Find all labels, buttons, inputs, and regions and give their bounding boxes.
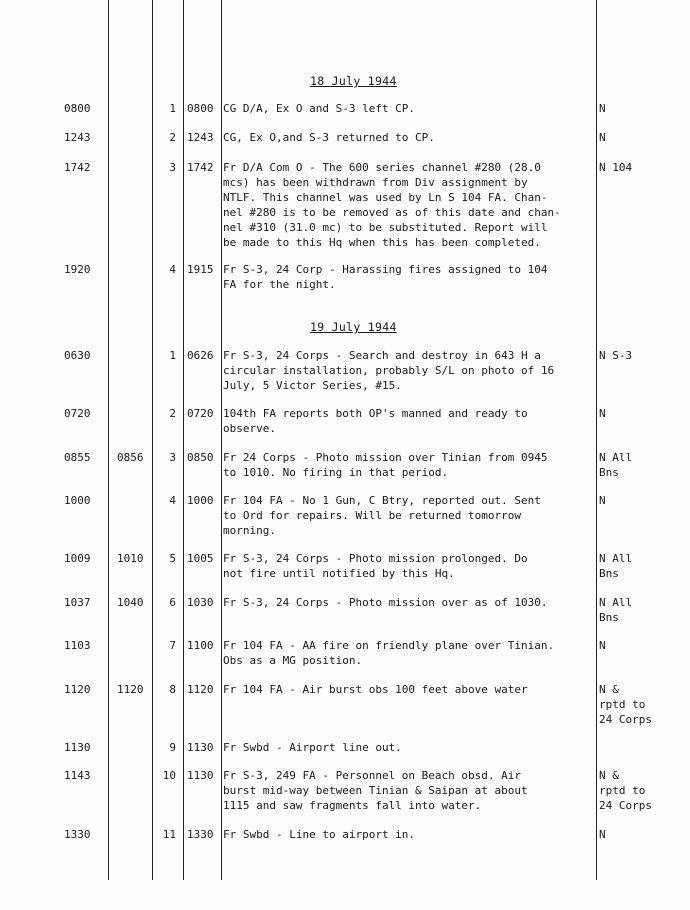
- message-text: Fr S-3, 24 Corps - Photo mission over as of 1030.: [223, 596, 548, 609]
- serial-number: 9: [169, 741, 176, 754]
- message-text: Fr Swbd - Airport line out.: [223, 741, 402, 754]
- serial-number: 3: [169, 451, 176, 464]
- message-text: Fr D/A Com O - The 600 series channel #280 (28.0 mcs) has been withdrawn from Div assignment by NTLF. This channel was used by Ln S 104 FA. Chan- nel #280 is to be removed as of this date and chan- nel #310 (31.0 mc) to be substituted. Report will be made to this Hq when this has been completed.: [223, 161, 561, 249]
- time-received: 0800: [64, 102, 91, 115]
- action-taken: N: [599, 494, 606, 507]
- message-time: 1030: [187, 596, 214, 609]
- action-taken: N & rptd to 24 Corps: [599, 769, 652, 812]
- action-taken: N All Bns: [599, 451, 633, 479]
- serial-number: 6: [169, 596, 176, 609]
- message-text: Fr 104 FA - No 1 Gun, C Btry, reported out. Sent to Ord for repairs. Will be returned tomorrow morning.: [223, 494, 541, 537]
- serial-number: 3: [169, 161, 176, 174]
- message-text: Fr Swbd - Line to airport in.: [223, 828, 416, 841]
- column-rule: [152, 0, 153, 880]
- action-taken: N: [599, 131, 606, 144]
- message-time: 1742: [187, 161, 214, 174]
- action-taken: N All Bns: [599, 552, 633, 580]
- message-time: 1330: [187, 828, 214, 841]
- time-received: 1742: [64, 161, 91, 174]
- message-time: 1100: [187, 639, 214, 652]
- serial-number: 1: [169, 349, 176, 362]
- action-taken: N: [599, 828, 606, 841]
- serial-number: 1: [169, 102, 176, 115]
- serial-number: 4: [169, 494, 176, 507]
- action-taken: N S-3: [599, 349, 633, 362]
- serial-number: 11: [162, 828, 176, 841]
- message-text: Fr 104 FA - Air burst obs 100 feet above water: [223, 683, 528, 696]
- serial-number: 10: [162, 769, 176, 782]
- message-time: 1130: [187, 741, 214, 754]
- serial-number: 7: [169, 639, 176, 652]
- message-text: Fr S-3, 24 Corp - Harassing fires assigned to 104 FA for the night.: [223, 263, 548, 291]
- message-time: 1000: [187, 494, 214, 507]
- time-sent: 0856: [117, 451, 144, 464]
- time-sent: 1010: [117, 552, 144, 565]
- serial-number: 2: [169, 407, 176, 420]
- message-text: Fr 24 Corps - Photo mission over Tinian from 0945 to 1010. No firing in that period.: [223, 451, 548, 479]
- time-received: 1330: [64, 828, 91, 841]
- message-time: 1243: [187, 131, 214, 144]
- message-time: 1005: [187, 552, 214, 565]
- message-time: 0720: [187, 407, 214, 420]
- action-taken: N All Bns: [599, 596, 633, 624]
- time-received: 1130: [64, 741, 91, 754]
- time-sent: 1120: [117, 683, 144, 696]
- time-received: 1120: [64, 683, 91, 696]
- action-taken: N: [599, 102, 606, 115]
- serial-number: 4: [169, 263, 176, 276]
- message-text: CG D/A, Ex O and S-3 left CP.: [223, 102, 416, 115]
- message-time: 1130: [187, 769, 214, 782]
- message-text: Fr 104 FA - AA fire on friendly plane over Tinian. Obs as a MG position.: [223, 639, 555, 667]
- message-time: 0800: [187, 102, 214, 115]
- message-time: 0626: [187, 349, 214, 362]
- time-received: 0630: [64, 349, 91, 362]
- column-rule: [221, 0, 222, 880]
- date-header: 19 July 1944: [310, 320, 397, 334]
- time-received: 1243: [64, 131, 91, 144]
- serial-number: 5: [169, 552, 176, 565]
- action-taken: N: [599, 407, 606, 420]
- date-header: 18 July 1944: [310, 74, 397, 88]
- serial-number: 2: [169, 131, 176, 144]
- time-received: 1103: [64, 639, 91, 652]
- serial-number: 8: [169, 683, 176, 696]
- time-received: 1009: [64, 552, 91, 565]
- message-time: 0850: [187, 451, 214, 464]
- message-text: 104th FA reports both OP's manned and ready to observe.: [223, 407, 528, 435]
- time-received: 1037: [64, 596, 91, 609]
- action-taken: N & rptd to 24 Corps: [599, 683, 652, 726]
- message-text: Fr S-3, 24 Corps - Photo mission prolonged. Do not fire until notified by this Hq.: [223, 552, 528, 580]
- action-taken: N: [599, 639, 606, 652]
- action-taken: N 104: [599, 161, 633, 174]
- time-received: 1143: [64, 769, 91, 782]
- message-time: 1915: [187, 263, 214, 276]
- time-sent: 1040: [117, 596, 144, 609]
- time-received: 1920: [64, 263, 91, 276]
- time-received: 0720: [64, 407, 91, 420]
- time-received: 0855: [64, 451, 91, 464]
- time-received: 1000: [64, 494, 91, 507]
- message-time: 1120: [187, 683, 214, 696]
- message-text: CG, Ex O,and S-3 returned to CP.: [223, 131, 435, 144]
- message-text: Fr S-3, 24 Corps - Search and destroy in 643 H a circular installation, probably S/L on photo of 16 July, 5 Victor Series, #15.: [223, 349, 555, 392]
- column-rule: [183, 0, 184, 880]
- column-rule: [596, 0, 597, 880]
- message-text: Fr S-3, 249 FA - Personnel on Beach obsd. Air burst mid-way between Tinian & Saipan at about 1115 and saw fragments fall into water.: [223, 769, 528, 812]
